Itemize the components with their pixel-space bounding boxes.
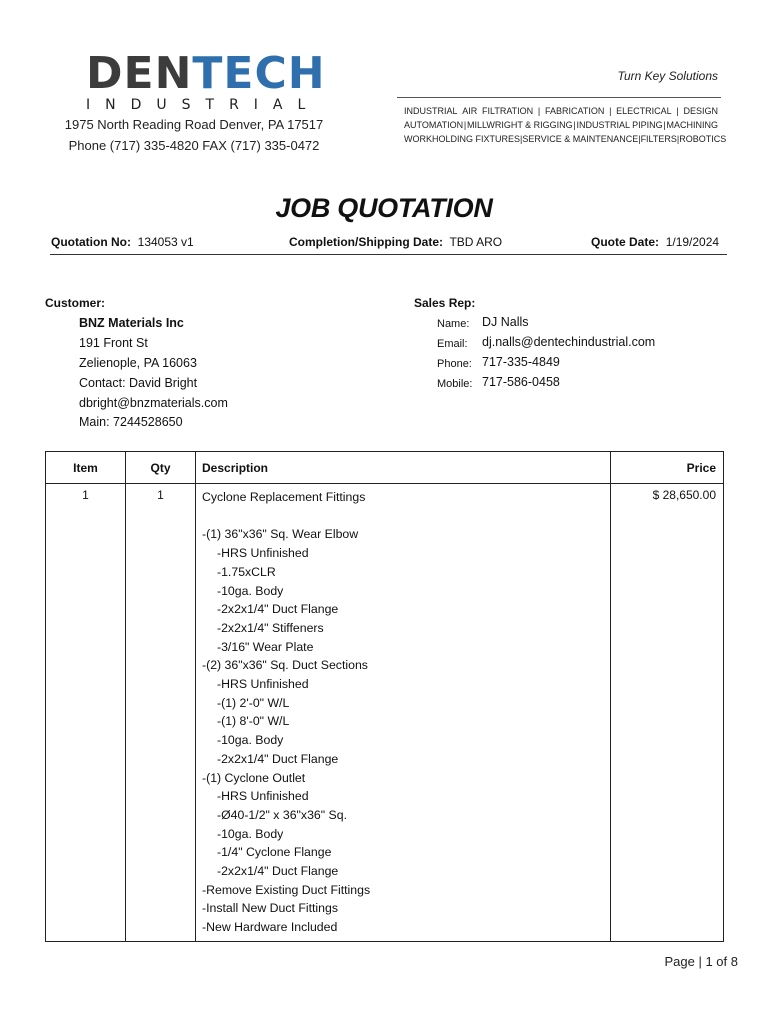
- description-line: -(1) Cyclone Outlet: [202, 770, 306, 785]
- service-token: |: [463, 120, 467, 130]
- quote-divider: [50, 254, 727, 255]
- service-token: ROBOTICS: [679, 134, 727, 144]
- description-line: -New Hardware Included: [202, 920, 338, 935]
- quote-date: [591, 235, 719, 249]
- quote-date-value: 1/19/2024: [665, 235, 720, 249]
- tagline: Turn Key Solutions: [617, 69, 718, 83]
- description-line: -10ga. Body: [217, 583, 284, 598]
- customer-name: BNZ Materials Inc: [79, 316, 184, 330]
- company-logo: [86, 48, 326, 113]
- customer-label: Customer:: [45, 296, 106, 310]
- service-token: |: [676, 106, 679, 116]
- description-line: -HRS Unfinished: [217, 677, 309, 692]
- completion-date-value: TBD ARO: [449, 235, 503, 249]
- service-token: |: [537, 106, 541, 116]
- rep-phone-key: Phone:: [437, 358, 472, 370]
- description-line: -2x2x1/4" Duct Flange: [217, 751, 339, 766]
- description-line: -Ø40-1/2" x 36"x36" Sq.: [217, 807, 347, 822]
- logo-den: DEN: [86, 48, 193, 99]
- table-header-row: [46, 452, 724, 484]
- description-lines: [202, 488, 609, 940]
- row-qty: 1: [126, 484, 196, 942]
- company-address: 1975 North Reading Road Denver, PA 17517: [64, 117, 324, 132]
- services-line-3: [404, 134, 727, 144]
- header-description: Description: [196, 452, 611, 484]
- completion-date-label: Completion/Shipping Date:: [289, 235, 443, 249]
- service-token: INDUSTRIAL PIPING: [576, 120, 663, 130]
- header-divider: [397, 97, 721, 98]
- service-token: |: [676, 134, 680, 144]
- quote-date-label: Quote Date:: [591, 235, 660, 249]
- services-line-1: [404, 106, 718, 116]
- description-line: -Remove Existing Duct Fittings: [202, 882, 371, 897]
- rep-mobile-value: 717-586-0458: [482, 375, 560, 389]
- customer-contact: Contact: David Bright: [79, 376, 198, 390]
- service-token: |: [638, 134, 641, 144]
- row-item: 1: [46, 484, 126, 942]
- service-token: FILTRATION: [482, 106, 534, 116]
- description-line: -(1) 8'-0" W/L: [217, 714, 290, 729]
- service-token: AIR: [462, 106, 478, 116]
- description-line: -1/4" Cyclone Flange: [217, 845, 332, 860]
- service-token: MACHINING: [666, 120, 718, 130]
- service-token: |: [609, 106, 612, 116]
- quotation-number-value: 134053 v1: [137, 235, 194, 249]
- description-line: -HRS Unfinished: [217, 546, 309, 561]
- description-line: -(2) 36"x36" Sq. Duct Sections: [202, 658, 368, 673]
- description-line: -1.75xCLR: [217, 564, 276, 579]
- rep-email-value: dj.nalls@dentechindustrial.com: [482, 335, 656, 349]
- service-token: |: [520, 134, 523, 144]
- customer-main-phone: Main: 7244528650: [79, 415, 183, 429]
- service-token: |: [663, 120, 666, 130]
- table-row: [46, 484, 724, 942]
- service-token: DESIGN: [683, 106, 718, 116]
- customer-street: 191 Front St: [79, 336, 148, 350]
- row-description: [196, 484, 611, 942]
- company-phone-fax: Phone (717) 335-4820 FAX (717) 335-0472: [68, 138, 320, 153]
- page-title: JOB QUOTATION: [275, 193, 493, 223]
- rep-email-key: Email:: [437, 338, 468, 350]
- rep-name-key: Name:: [437, 318, 470, 330]
- description-line: Cyclone Replacement Fittings: [202, 490, 366, 504]
- page-number: Page | 1 of 8: [664, 954, 738, 969]
- quote-items-table: [45, 451, 724, 942]
- description-line: -2x2x1/4" Duct Flange: [217, 602, 339, 617]
- quotation-number: [51, 235, 194, 249]
- customer-email: dbright@bnzmaterials.com: [79, 396, 228, 410]
- service-token: ELECTRICAL: [616, 106, 672, 116]
- description-line: -3/16" Wear Plate: [217, 639, 314, 654]
- description-line: -2x2x1/4" Duct Flange: [217, 864, 339, 879]
- rep-mobile-key: Mobile:: [437, 378, 473, 390]
- service-token: |: [573, 120, 576, 130]
- service-token: INDUSTRIAL: [404, 106, 458, 116]
- header-price: Price: [611, 452, 724, 484]
- logo-wordmark: [86, 48, 326, 99]
- service-token: FILTERS: [640, 134, 677, 144]
- sales-rep-label: Sales Rep:: [414, 296, 476, 310]
- quotation-number-label: Quotation No:: [51, 235, 131, 249]
- service-token: AUTOMATION: [404, 120, 464, 130]
- service-token: WORKHOLDING FIXTURES: [404, 134, 521, 144]
- logo-tech: TECH: [192, 48, 326, 99]
- customer-city: Zelienople, PA 16063: [79, 356, 197, 370]
- service-token: FABRICATION: [544, 106, 605, 116]
- description-spacer: [202, 507, 609, 526]
- completion-date: [289, 235, 502, 249]
- description-line: -2x2x1/4" Stiffeners: [217, 620, 324, 635]
- service-token: MILLWRIGHT & RIGGING: [466, 120, 573, 130]
- description-line: -(1) 2'-0" W/L: [217, 695, 290, 710]
- rep-name-value: DJ Nalls: [482, 315, 529, 329]
- description-line: -HRS Unfinished: [217, 789, 309, 804]
- rep-phone-value: 717-335-4849: [482, 355, 560, 369]
- header-item: Item: [46, 452, 126, 484]
- description-line: -(1) 36"x36" Sq. Wear Elbow: [202, 527, 359, 542]
- description-line: -10ga. Body: [217, 826, 284, 841]
- description-line: -Install New Duct Fittings: [202, 901, 338, 916]
- description-line: -10ga. Body: [217, 733, 284, 748]
- logo-subtitle: INDUSTRIAL: [86, 97, 321, 113]
- service-token: SERVICE & MAINTENANCE: [522, 134, 639, 144]
- header-qty: Qty: [126, 452, 196, 484]
- services-line-2: [404, 120, 718, 130]
- row-price: $ 28,650.00: [611, 484, 724, 942]
